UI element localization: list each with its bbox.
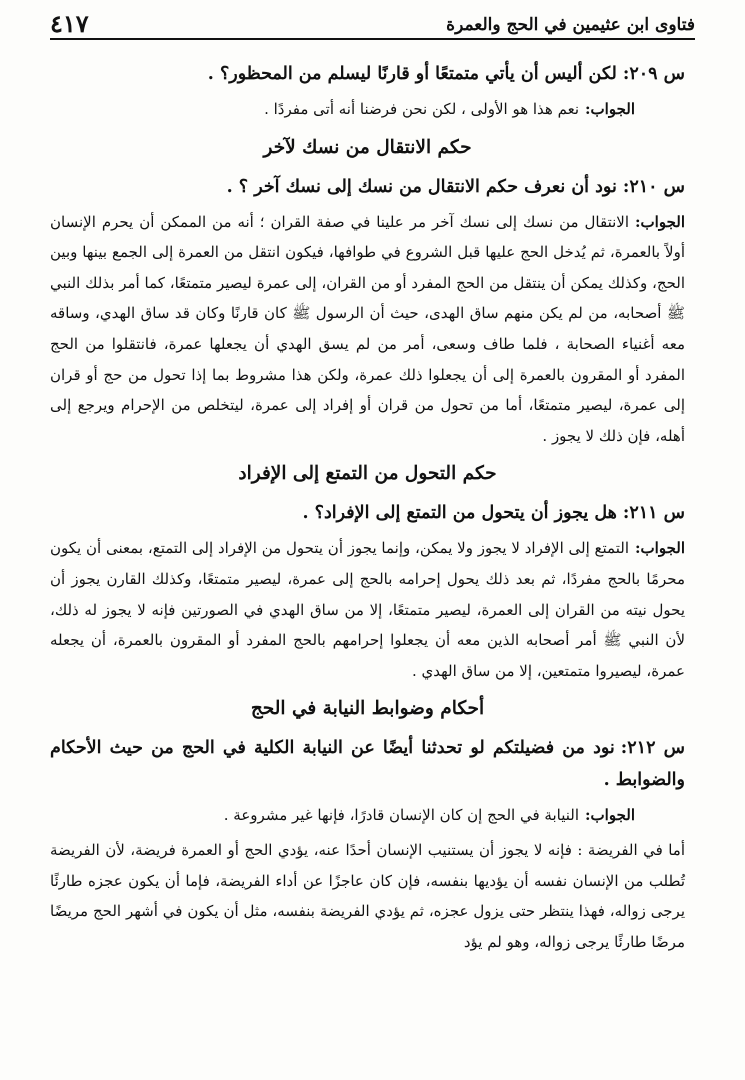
answer-210 <box>50 207 685 452</box>
answer-label: الجواب: <box>585 806 635 825</box>
question-209 <box>50 58 685 90</box>
answer-label: الجواب: <box>585 100 635 118</box>
answer-211 <box>50 533 685 686</box>
question-211 <box>50 497 685 529</box>
question-number: س ٢١٢: <box>620 738 685 759</box>
answer-text: الانتقال من نسك إلى نسك آخر مر علينا في صفة القران ؛ أنه من الممكن أن يحرم الإنسان أولاً بالعمرة، ثم يُدخل الحج عليها قبل الشروع في طوافها، فيكون انتقل من العمرة إلى الجمع بينها وبين الحج، وكذلك يمكن أن ينتقل من الحج المفرد أو من القران، إلى عمرة ليصير متمتعًا، كما أمر بذلك النبي ﷺ أصحابه، من لم يكن منهم ساق الهدى، حيث أن الرسول ﷺ كان قارنًا وكان قد ساق الهدي، وساقه معه أغنياء الصحابة ، فلما طاف وسعى، أمر من لم يسق الهدي أن يجعلها عمرة، فانتقلوا من الحج المفرد أو المقرون بالعمرة إلى أن يجعلوا ذلك عمرة، ولكن هذا مشروط بما إذا تحول من حج أو قران إلى عمرة، ليصير متمتعًا، أما من تحول من قران أو إفراد إلى عمرة، ليتخلص من الإحرام ويرجع إلى أهله، فإن ذلك لا يجوز . <box>50 212 685 445</box>
answer-212 <box>50 800 685 831</box>
page-number: ٤١٧ <box>50 9 89 38</box>
question-text: هل يجوز أن يتحول من التمتع إلى الإفراد؟ . <box>302 503 617 524</box>
question-text: لكن أليس أن يأتي متمتعًا أو قارنًا ليسلم من المحظور؟ . <box>207 64 617 84</box>
question-text: نود أن نعرف حكم الانتقال من نسك إلى نسك آخر ؟ . <box>226 176 617 197</box>
answer-209 <box>50 94 685 125</box>
question-number: س ٢١١: <box>622 503 685 524</box>
answer-label: الجواب: <box>635 212 685 231</box>
question-number: س ٢١٠: <box>622 176 685 197</box>
page-body <box>50 58 685 957</box>
paragraph-obligation: أما في الفريضة : فإنه لا يجوز أن يستنيب الإنسان أحدًا عنه، يؤدي الحج أو العمرة فريضة، لأن الفريضة تُطلب من الإنسان نفسه أن يؤديها بنفسه، فإن كان عاجزًا عن أداء الفريضة، فإما أن يكون عجزه طارئًا يرجى زواله، فهذا ينتظر حتى يزول عجزه، ثم يؤدي الفريضة بنفسه، مثل أن يكون في أشهر الحج مريضًا مرضًا طارئًا يرجى زواله، وهو لم يؤد <box>50 840 685 951</box>
section-heading-2: حكم التحول من التمتع إلى الإفراد <box>238 463 497 485</box>
section-heading-3: أحكام وضوابط النيابة في الحج <box>250 698 485 720</box>
answer-text: نعم هذا هو الأولى ، لكن نحن فرضنا أنه أتى مفردًا . <box>264 100 579 118</box>
question-number: س ٢٠٩: <box>622 64 685 84</box>
answer-text: التمتع إلى الإفراد لا يجوز ولا يمكن، وإنما يجوز أن يتحول من الإفراد إلى التمتع، بمعنى أن يكون محرمًا بالحج مفردًا، ثم بعد ذلك يحول إحرامه بالحج إلى عمرة، ليصير متمتعًا، وكذلك القارن يجوز أن يحول نيته من القران إلى العمرة، ليصير متمتعًا، إلا من ساق الهدي في الصورتين فإنه لا يجوز له ذلك، لأن النبي ﷺ أمر أصحابه الذين معه أن يجعلوا إحرامهم بالحج المفرد أو المقرون بالعمرة، أن يجعله عمرة، ليصيروا متمتعين، إلا من ساق الهدي . <box>50 539 685 680</box>
question-212 <box>50 732 685 796</box>
page-header <box>50 8 695 40</box>
answer-label: الجواب: <box>635 539 685 558</box>
question-210 <box>50 171 685 203</box>
running-title: فتاوى ابن عثيمين في الحج والعمرة <box>446 15 695 35</box>
answer-text: النيابة في الحج إن كان الإنسان قادرًا، فإنها غير مشروعة . <box>223 806 579 825</box>
question-text: نود من فضيلتكم لو تحدثنا أيضًا عن النيابة الكلية في الحج من حيث الأحكام والضوابط . <box>50 738 685 791</box>
section-heading-1: حكم الانتقال من نسك لآخر <box>263 136 472 158</box>
